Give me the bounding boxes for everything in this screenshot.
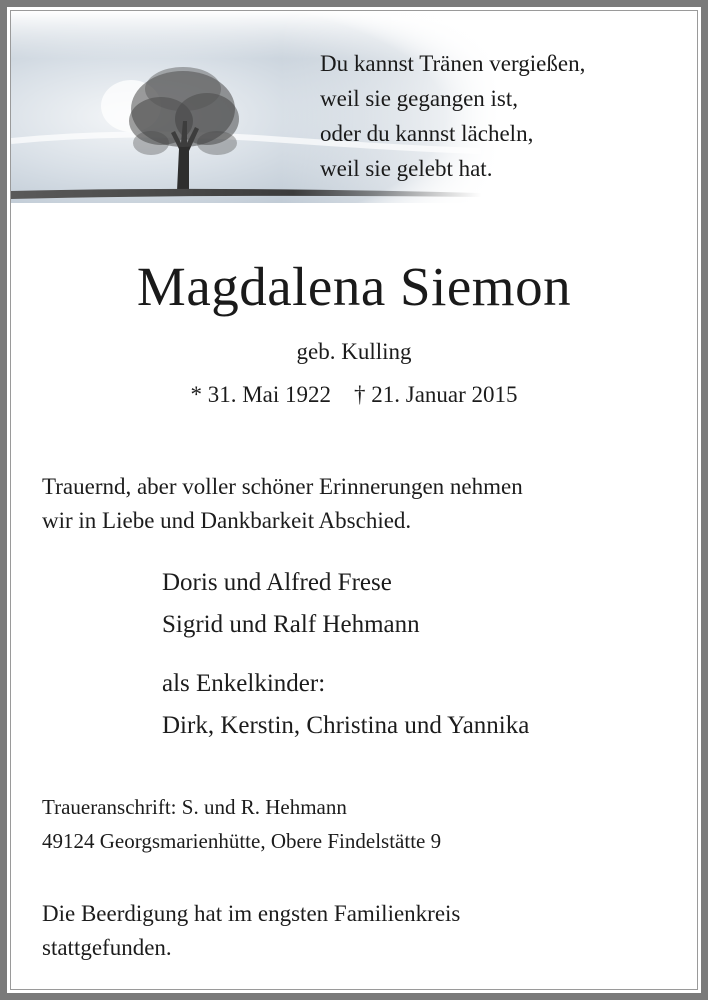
intro-text: [42, 470, 682, 538]
death-date: † 21. Januar 2015: [354, 382, 518, 407]
family-member: Sigrid und Ralf Hehmann: [162, 611, 420, 638]
intro-line: wir in Liebe und Dankbarkeit Abschied.: [42, 508, 412, 533]
quote-line: weil sie gegangen ist,: [320, 86, 519, 111]
funeral-notice: [42, 897, 682, 965]
family-member: Doris und Alfred Frese: [162, 569, 392, 596]
funeral-line: Die Beerdigung hat im engsten Familienkreis: [42, 901, 461, 926]
quote-line: oder du kannst lächeln,: [320, 121, 534, 146]
life-dates: [0, 380, 708, 410]
quote-line: weil sie gelebt hat.: [320, 156, 493, 181]
grandchildren-block: [162, 663, 682, 747]
quote-block: [320, 46, 700, 186]
grandchildren-label: als Enkelkinder:: [162, 670, 326, 697]
grandchildren-names: Dirk, Kerstin, Christina und Yannika: [162, 712, 530, 739]
funeral-line: stattgefunden.: [42, 935, 172, 960]
mourning-address: [42, 790, 682, 858]
quote-line: Du kannst Tränen vergießen,: [320, 51, 586, 76]
intro-line: Trauernd, aber voller schöner Erinnerungen nehmen: [42, 474, 523, 499]
family-list: [162, 562, 682, 646]
address-line: 49124 Georgsmarienhütte, Obere Findelstätte 9: [42, 829, 442, 853]
birth-date: * 31. Mai 1922: [190, 382, 332, 407]
deceased-name: Magdalena Siemon: [136, 256, 572, 317]
maiden-name: geb. Kulling: [296, 339, 412, 364]
address-line: Traueranschrift: S. und R. Hehmann: [42, 795, 347, 819]
